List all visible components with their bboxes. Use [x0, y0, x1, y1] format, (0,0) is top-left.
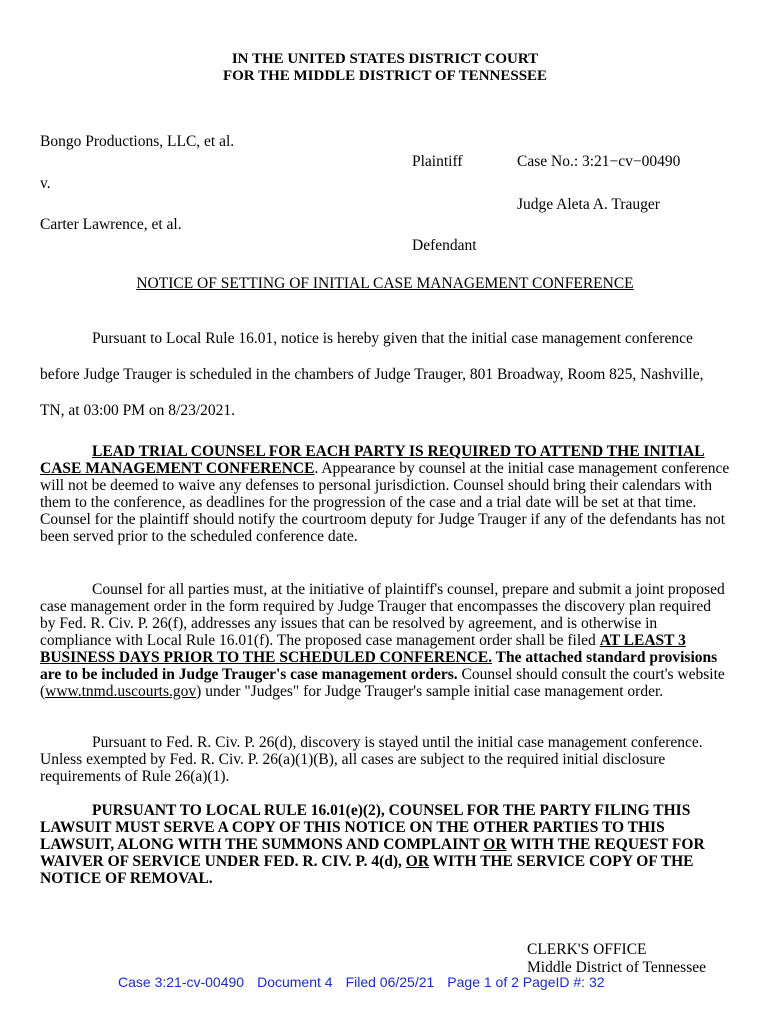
- plaintiff-role: Plaintiff: [412, 153, 463, 170]
- cmo-text-2: Counsel should consult the court's website (: [40, 666, 725, 700]
- footer-document: Document 4: [257, 974, 333, 990]
- plaintiff-name: Bongo Productions, LLC, et al.: [40, 133, 235, 150]
- versus: v.: [40, 175, 51, 192]
- cmo-provisions-emphasis: The attached standard provisions are to be included in Judge Trauger's case management orders.: [40, 649, 718, 683]
- defendant-name: Carter Lawrence, et al.: [40, 216, 182, 233]
- paragraph-discovery: Pursuant to Fed. R. Civ. P. 26(d), discovery is stayed until the initial case management conference. Unless exempted by Fed. R. Civ. P. 26(a)(1)(B), all cases are subject to the required initial disclosure requirements of Rule 26(a)(1).: [40, 734, 703, 785]
- defendant-role: Defendant: [412, 237, 477, 254]
- cmo-text-3: ) under "Judges" for Judge Trauger's sample initial case management order.: [196, 683, 664, 700]
- court-website-link[interactable]: www.tnmd.uscourts.gov: [45, 683, 197, 700]
- attendance-emphasis: LEAD TRIAL COUNSEL FOR EACH PARTY IS REQUIRED TO ATTEND THE INITIAL CASE MANAGEMENT CONFERENCE: [40, 443, 705, 477]
- paragraph-schedule: Pursuant to Local Rule 16.01, notice is hereby given that the initial case management conference before Judge Trauger is scheduled in the chambers of Judge Trauger, 801 Broadway, Room 825, Nashville, TN, at 03:00 PM on 8/23/2021.: [40, 330, 704, 419]
- case-number: Case No.: 3:21−cv−00490: [517, 153, 681, 170]
- service-or-1: OR: [483, 836, 507, 853]
- paragraph-attendance: [40, 443, 730, 545]
- cmo-deadline-emphasis: AT LEAST 3 BUSINESS DAYS PRIOR TO THE SCHEDULED CONFERENCE.: [40, 632, 686, 666]
- court-heading-line1: IN THE UNITED STATES DISTRICT COURT: [231, 51, 539, 67]
- service-text-1: PURSUANT TO LOCAL RULE 16.01(e)(2), COUNSEL FOR THE PARTY FILING THIS LAWSUIT MUST SERVE A COPY OF THIS NOTICE ON THE OTHER PARTIES TO THIS LAWSUIT, ALONG WITH THE SUMMONS AND COMPLAINT: [40, 802, 691, 853]
- service-text-2: WITH THE REQUEST FOR WAIVER OF SERVICE UNDER FED. R. CIV. P. 4(d),: [40, 836, 705, 870]
- clerk-office: CLERK'S OFFICE: [527, 941, 647, 958]
- service-or-2: OR: [405, 853, 430, 870]
- notice-title: NOTICE OF SETTING OF INITIAL CASE MANAGEMENT CONFERENCE: [136, 275, 634, 292]
- court-heading-line2: FOR THE MIDDLE DISTRICT OF TENNESSEE: [222, 68, 548, 84]
- footer-filed: Filed 06/25/21: [345, 974, 435, 990]
- paragraph-case-management-order: [40, 581, 730, 700]
- judge-name: Judge Aleta A. Trauger: [517, 196, 660, 213]
- attendance-text: . Appearance by counsel at the initial case management conference will not be deemed to waive any defenses to personal jurisdiction. Counsel should bring their calendars with them to the conference, as deadlines for the progression of the case and a trial date will be set at that time. Counsel for the plaintiff should notify the courtroom deputy for Judge Trauger if any of the defendants has not been served prior to the scheduled conference date.: [40, 460, 730, 545]
- service-text-3: WITH THE SERVICE COPY OF THE NOTICE OF REMOVAL.: [40, 853, 694, 887]
- district-signature: Middle District of Tennessee: [527, 959, 706, 976]
- cmo-text-1: Counsel for all parties must, at the initiative of plaintiff's counsel, prepare and submit a joint proposed case management order in the form required by Judge Trauger that encompasses the discovery plan required by Fed. R. Civ. P. 26(f), addresses any issues that can be resolved by agreement, and is otherwise in compliance with Local Rule 16.01(f). The proposed case management order shall be filed: [40, 581, 725, 649]
- court-heading: [0, 51, 770, 85]
- footer-page: Page 1 of 2 PageID #: 32: [447, 974, 605, 990]
- footer-case: Case 3:21-cv-00490: [118, 974, 245, 990]
- paragraph-service: [40, 802, 730, 887]
- filing-stamp: [118, 974, 618, 990]
